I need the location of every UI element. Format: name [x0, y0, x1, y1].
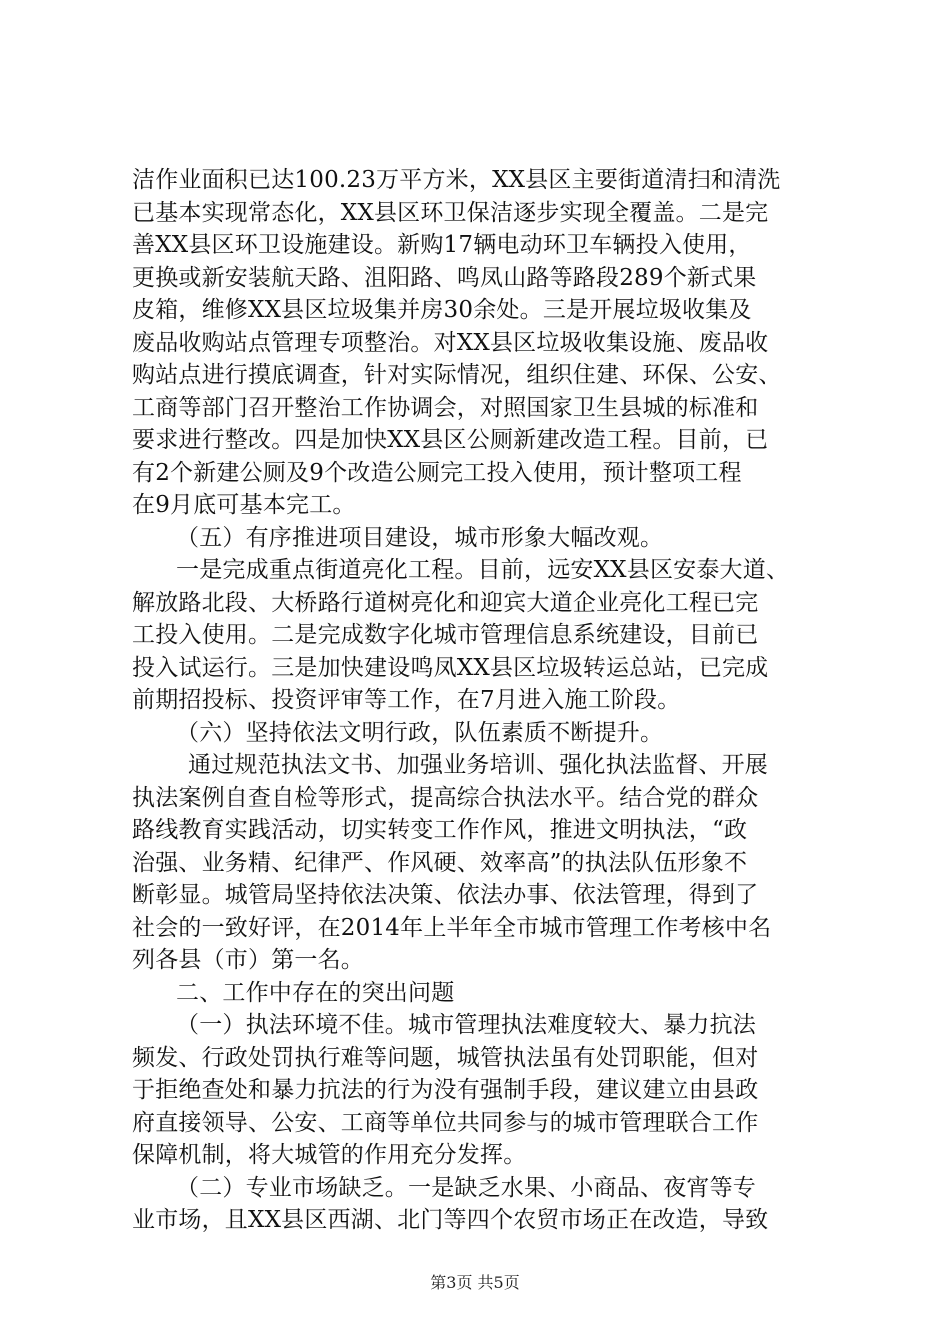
text-line: 通过规范执法文书、加强业务培训、强化执法监督、开展: [188, 752, 768, 778]
text-line: 工投入使用。二是完成数字化城市管理信息系统建设，目前已: [132, 622, 759, 648]
text-line: 列各县（市）第一名。: [132, 947, 364, 973]
page-footer: [0, 1270, 950, 1293]
text-line: 业市场，且XX县区西湖、北门等四个农贸市场正在改造，导致: [132, 1207, 769, 1233]
text-line: 执法案例自查自检等形式，提高综合执法水平。结合党的群众: [132, 784, 759, 811]
text-line: 已基本实现常态化，XX县区环卫保洁逐步实现全覆盖。二是完: [132, 199, 769, 226]
text-line: 废品收购站点管理专项整治。对XX县区垃圾收集设施、废品收: [132, 329, 769, 356]
text-line: 前期招投标、投资评审等工作，在7月进入施工阶段。: [132, 687, 681, 713]
text-line: 有2个新建公厕及9个改造公厕完工投入使用，预计整项工程: [132, 459, 742, 486]
text-line: 断彰显。城管局坚持依法决策、依法办事、依法管理，得到了: [132, 882, 759, 908]
text-line: 保障机制，将大城管的作用充分发挥。: [132, 1142, 527, 1168]
text-line: 于拒绝查处和暴力抗法的行为没有强制手段，建议建立由县政: [132, 1077, 759, 1103]
text-line: 社会的一致好评，在2014年上半年全市城市管理工作考核中名: [132, 914, 772, 941]
section-heading: 二、工作中存在的突出问题: [176, 979, 455, 1006]
text-line: 善XX县区环卫设施建设。新购17辆电动环卫车辆投入使用，: [132, 232, 752, 258]
text-line: 皮箱，维修XX县区垃圾集并房30余处。三是开展垃圾收集及: [132, 297, 752, 323]
text-line: （一）执法环境不佳。城市管理执法难度较大、暴力抗法: [176, 1012, 756, 1038]
text-line: 投入试运行。三是加快建设鸣凤XX县区垃圾转运总站，已完成: [132, 654, 769, 681]
text-line: 洁作业面积已达100.23万平方米，XX县区主要街道清扫和清洗: [132, 167, 781, 193]
text-line: 更换或新安装航天路、沮阳路、鸣凤山路等路段289个新式果: [132, 264, 757, 291]
page-number: 第3页 共5页: [430, 1273, 520, 1292]
text-line: 频发、行政处罚执行难等问题，城管执法虽有处罚职能，但对: [132, 1044, 759, 1071]
text-line: 治强、业务精、纪律严、作风硬、效率高”的执法队伍形象不: [132, 849, 748, 876]
text-line: 府直接领导、公安、工商等单位共同参与的城市管理联合工作: [132, 1109, 759, 1136]
text-line: 要求进行整改。四是加快XX县区公厕新建改造工程。目前，已: [132, 427, 769, 453]
text-line: 工商等部门召开整治工作协调会，对照国家卫生县城的标准和: [132, 394, 759, 421]
document-body: [132, 164, 832, 1237]
text-line: 购站点进行摸底调查，针对实际情况，组织住建、环保、公安、: [132, 362, 782, 388]
section-heading: （六）坚持依法文明行政，队伍素质不断提升。: [176, 719, 664, 746]
text-line: （二）专业市场缺乏。一是缺乏水果、小商品、夜宵等专: [176, 1174, 756, 1201]
text-line: 一是完成重点街道亮化工程。目前，远安XX县区安泰大道、: [176, 557, 790, 583]
text-line: 路线教育实践活动，切实转变工作作风，推进文明执法，“政: [132, 817, 748, 843]
section-heading: （五）有序推进项目建设，城市形象大幅改观。: [176, 524, 664, 551]
text-line: 在9月底可基本完工。: [132, 492, 356, 518]
text-line: 解放路北段、大桥路行道树亮化和迎宾大道企业亮化工程已完: [132, 589, 759, 616]
